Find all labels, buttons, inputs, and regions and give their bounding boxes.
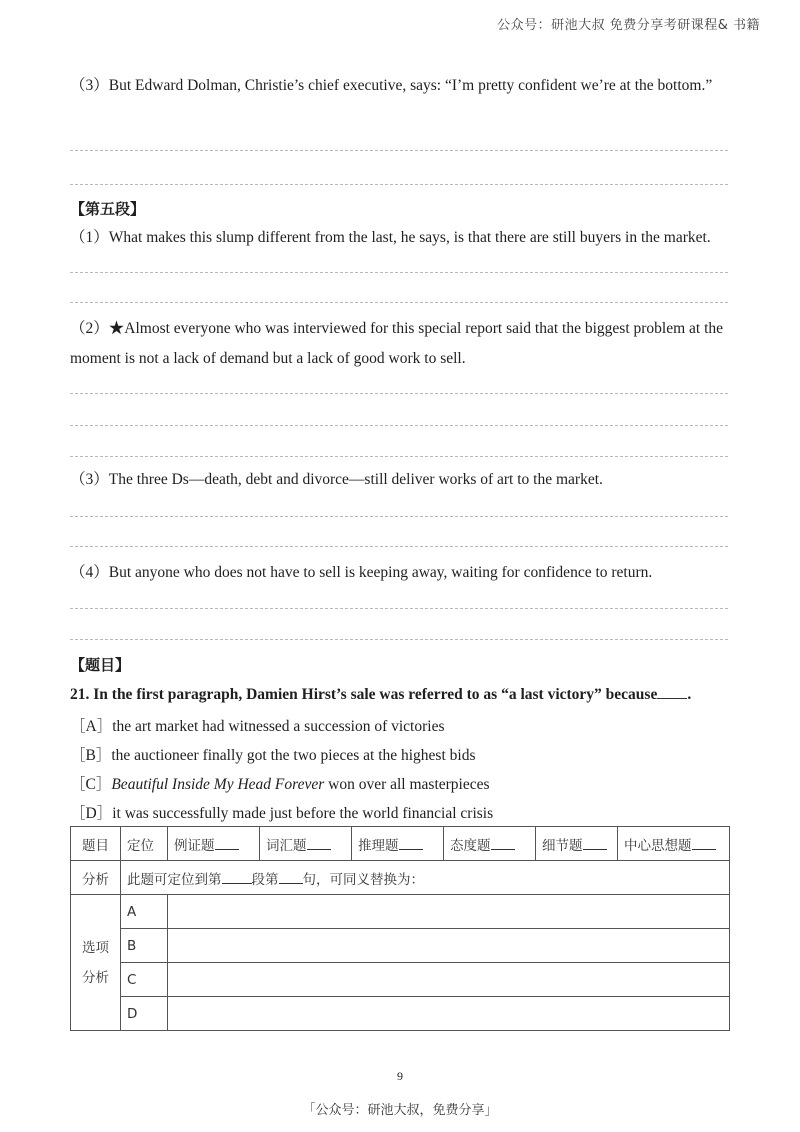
option-label: ［B］ <box>70 747 112 764</box>
answer-line <box>70 639 728 640</box>
option-analysis-label: D <box>121 997 168 1031</box>
option-analysis-label: A <box>121 895 168 929</box>
page-footer: 「公众号：研池大叔，免费分享」 <box>302 1103 498 1118</box>
option-italic-title: Beautiful Inside My Head Forever <box>111 776 325 793</box>
sentence-text: What makes this slump different from the last, he says, is that there are still buyers in the market. <box>108 229 711 246</box>
question-stem-text: 21. In the first paragraph, Damien Hirst’s sale was referred to as “a last victory” because <box>70 686 658 703</box>
type-inference[interactable]: 推理题 <box>352 827 444 861</box>
table-row <box>71 929 730 963</box>
answer-line <box>70 425 728 426</box>
answer-line <box>70 456 728 457</box>
option-analysis-label: B <box>121 929 168 963</box>
sentence-text: Almost everyone who was interviewed for this special report said that the biggest problem at the moment is not a lack of demand but a lack of good work to sell. <box>70 320 724 367</box>
sentence-label: （3） <box>70 471 109 488</box>
option-text: won over all masterpieces <box>324 776 490 793</box>
option-analysis-head: 选项 分析 <box>71 895 121 1031</box>
option-label: ［C］ <box>70 776 112 793</box>
table-row <box>71 963 730 997</box>
section-heading-question: 【题目】 <box>70 656 131 674</box>
sentence-label: （2） <box>70 320 109 337</box>
sentence-text: The three Ds—death, debt and divorce—still deliver works of art to the market. <box>108 471 603 488</box>
analysis-table <box>70 826 730 1031</box>
option-analysis-cell-a[interactable] <box>168 895 730 929</box>
para5-sentence1 <box>70 224 735 252</box>
option-d[interactable] <box>70 801 493 823</box>
sentence-label: （3） <box>70 77 109 94</box>
answer-line <box>70 184 728 185</box>
row-head-question: 题目 <box>71 827 121 861</box>
locate-label: 定位 <box>121 827 168 861</box>
option-text: it was successfully made just before the world financial crisis <box>112 805 494 822</box>
option-b[interactable] <box>70 743 476 765</box>
row-head-analysis: 分析 <box>71 861 121 895</box>
table-row <box>71 895 730 929</box>
sentence-text: But Edward Dolman, Christie’s chief executive, says: “I’m pretty confident we’re at the bottom.” <box>108 77 713 94</box>
para4-sentence3 <box>70 72 730 100</box>
table-row <box>71 861 730 895</box>
answer-line <box>70 272 728 273</box>
star-icon: ★ <box>108 320 125 337</box>
sentence-label: （4） <box>70 564 109 581</box>
option-analysis-label: C <box>121 963 168 997</box>
locate-instruction[interactable]: 此题可定位到第 段第 句，可同义替换为： <box>121 861 730 895</box>
option-text: the art market had witnessed a succession of victories <box>112 718 445 735</box>
para5-sentence3 <box>70 466 730 494</box>
page-header: 公众号：研池大叔 免费分享考研课程& 书籍 <box>497 18 760 33</box>
option-label: ［A］ <box>70 718 113 735</box>
option-c[interactable] <box>70 772 490 794</box>
option-text: the auctioneer finally got the two pieces at the highest bids <box>111 747 476 764</box>
answer-blank[interactable] <box>657 686 687 699</box>
answer-line <box>70 546 728 547</box>
option-analysis-cell-b[interactable] <box>168 929 730 963</box>
page-number: 9 <box>397 1069 403 1083</box>
type-vocabulary[interactable]: 词汇题 <box>260 827 352 861</box>
para5-sentence2 <box>70 314 732 374</box>
option-analysis-cell-c[interactable] <box>168 963 730 997</box>
question-stem <box>70 686 735 704</box>
type-attitude[interactable]: 态度题 <box>444 827 536 861</box>
option-a[interactable] <box>70 714 444 736</box>
answer-line <box>70 302 728 303</box>
type-detail[interactable]: 细节题 <box>536 827 618 861</box>
answer-line <box>70 608 728 609</box>
table-row <box>71 997 730 1031</box>
section-heading-para5: 【第五段】 <box>70 200 146 218</box>
sentence-text: But anyone who does not have to sell is keeping away, waiting for confidence to return. <box>108 564 653 581</box>
option-analysis-cell-d[interactable] <box>168 997 730 1031</box>
sentence-label: （1） <box>70 229 109 246</box>
answer-line <box>70 150 728 151</box>
type-main-idea[interactable]: 中心思想题 <box>618 827 730 861</box>
option-label: ［D］ <box>70 805 113 822</box>
type-example[interactable]: 例证题 <box>168 827 260 861</box>
answer-line <box>70 516 728 517</box>
para5-sentence4 <box>70 559 730 587</box>
table-row <box>71 827 730 861</box>
answer-line <box>70 393 728 394</box>
question-stem-end: . <box>687 686 692 703</box>
